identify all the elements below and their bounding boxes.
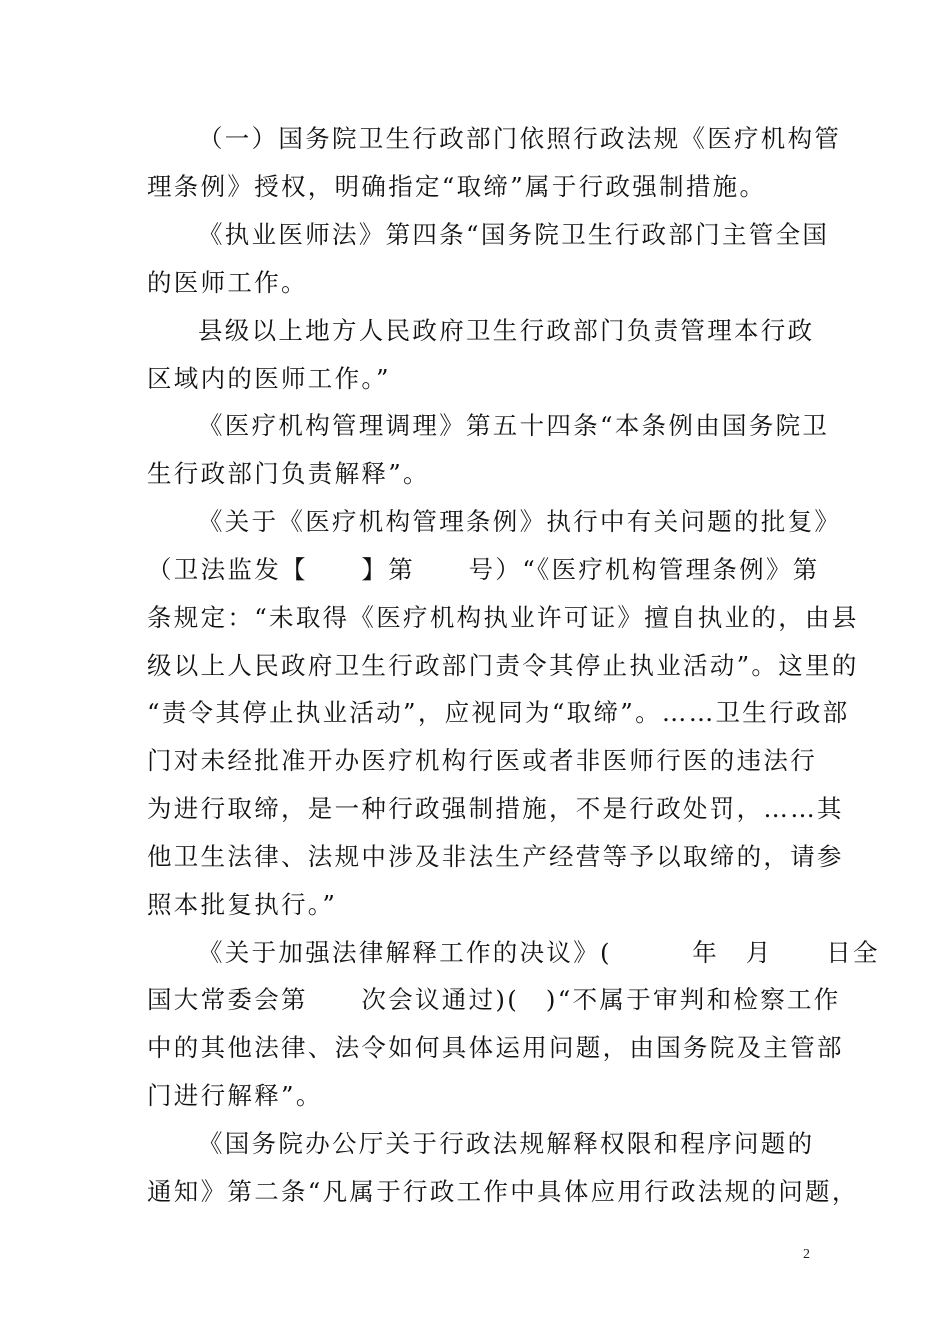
text-line: 门进行解释”。 xyxy=(147,1081,323,1110)
text-line: 生行政部门负责解释”。 xyxy=(147,459,430,488)
text-line: 中的其他法律、法令如何具体运用问题，由国务院及主管部 xyxy=(147,1033,844,1062)
text-line: 《关于加强法律解释工作的决议》( 年 月 日全 xyxy=(198,938,880,967)
text-line: “责令其停止执业活动”，应视同为“取缔”。……卫生行政部 xyxy=(147,698,850,727)
text-line: 的医师工作。 xyxy=(147,268,308,297)
text-line: 门对未经批准开办医疗机构行医或者非医师行医的违法行 xyxy=(147,746,817,775)
text-line: 区域内的医师工作。” xyxy=(147,364,391,393)
text-line: 条规定：“未取得《医疗机构执业许可证》擅自执业的，由县 xyxy=(147,603,859,632)
text-line: 照本批复执行。” xyxy=(147,890,338,919)
text-line: 《执业医师法》第四条“国务院卫生行政部门主管全国 xyxy=(198,220,830,249)
text-line: 国大常委会第 次会议通过)( )“不属于审判和检察工作 xyxy=(147,985,841,1014)
page-number: 2 xyxy=(803,1247,810,1262)
text-line: 通知》第二条“凡属于行政工作中具体应用行政法规的问题， xyxy=(147,1177,859,1206)
text-line: 级以上人民政府卫生行政部门责令其停止执业活动”。这里的 xyxy=(147,651,859,680)
text-line: 《关于《医疗机构管理条例》执行中有关问题的批复》 xyxy=(198,507,842,536)
text-line: 《国务院办公厅关于行政法规解释权限和程序问题的 xyxy=(198,1129,815,1158)
text-line: （一）国务院卫生行政部门依照行政法规《医疗机构管 xyxy=(198,124,842,153)
text-line: 为进行取缔，是一种行政强制措施，不是行政处罚，……其 xyxy=(147,794,844,823)
text-line: 县级以上地方人民政府卫生行政部门负责管理本行政 xyxy=(198,316,815,345)
text-line: 理条例》授权，明确指定“取缔”属于行政强制措施。 xyxy=(147,172,767,201)
text-line: （卫法监发【 】第 号）“《医疗机构管理条例》第 xyxy=(147,555,820,584)
text-line: 《医疗机构管理调理》第五十四条“本条例由国务院卫 xyxy=(198,411,830,440)
text-line: 他卫生法律、法规中涉及非法生产经营等予以取缔的，请参 xyxy=(147,842,844,871)
